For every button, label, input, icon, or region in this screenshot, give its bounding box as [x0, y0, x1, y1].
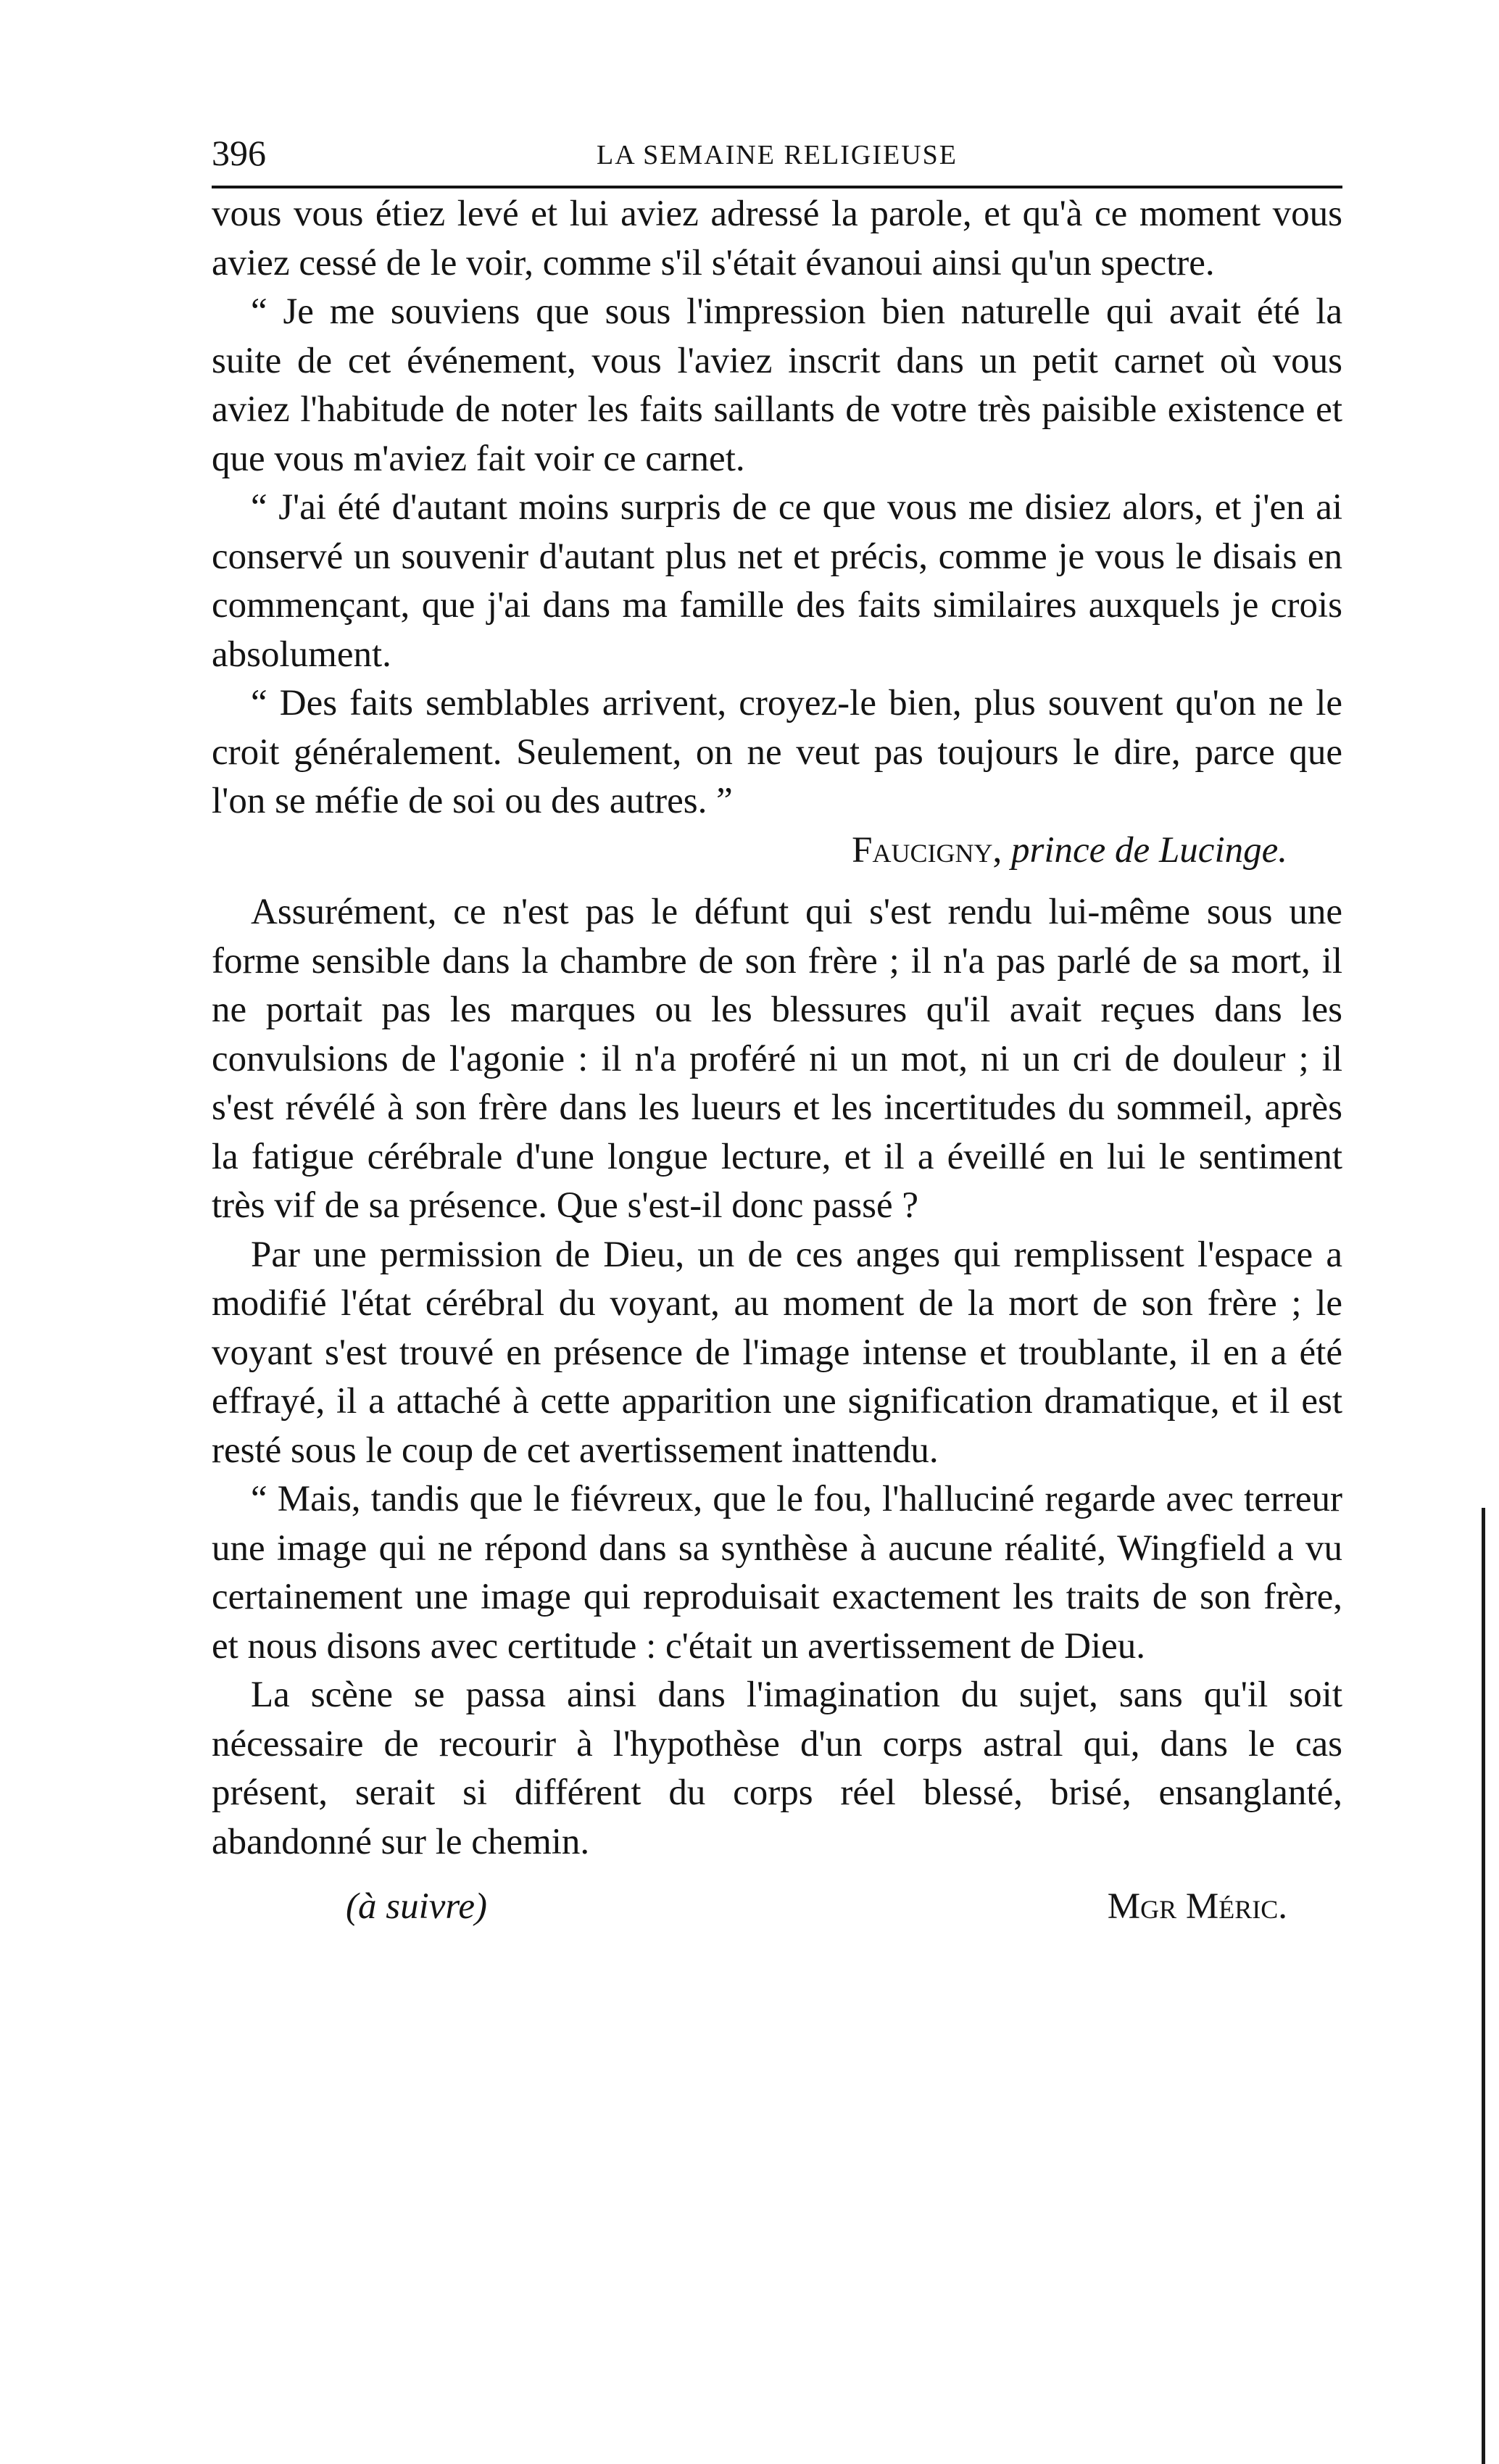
paragraph-souvenir: “ J'ai été d'autant moins surpris de ce que vous me disiez alors, et j'en ai conservé un souvenir d'autant plus net et précis, comme je vous le disais en commençant, que j'ai dans ma famille des faits similaires auxquels je crois absolument. [212, 487, 1342, 675]
page-content [212, 130, 1342, 1934]
paragraph-assurement: Assurément, ce n'est pas le défunt qui s'est rendu lui-même sous une forme sensible dans la chambre de son frère ; il n'a pas parlé de sa mort, il ne portait pas les marques ou les blessures qu'il avait reçues dans les convulsions de l'agonie : il n'a proféré ni un mot, ni un cri de douleur ; il s'est révélé à son frère dans les lueurs et les incertitudes du sommeil, après la fatigue cérébrale d'une longue lecture, et il a éveillé en lui le sentiment très vif de sa présence. Que s'est-il donc passé ? [212, 892, 1342, 1226]
to-be-continued: (à suivre) [346, 1886, 487, 1927]
paragraph-wingfield: “ Mais, tandis que le fiévreux, que le fou, l'halluciné regarde avec terreur une image qui ne répond dans sa synthèse à aucune réalité, Wingfield a vu certainement une image qui reproduisait exactement les traits de son frère, et nous disons avec certitude : c'était un avertissement de Dieu. [212, 1479, 1342, 1667]
signature-title: prince de Lucinge. [1011, 829, 1287, 871]
signature-name: Faucigny, [852, 829, 1002, 871]
article-footer [212, 1880, 1342, 1934]
author-signature: Mgr Méric. [1107, 1886, 1287, 1927]
page-number: 396 [212, 133, 266, 173]
paragraph-continuation: vous vous étiez levé et lui aviez adressé la parole, et qu'à ce moment vous aviez cessé de le voir, comme s'il s'était évanoui ainsi qu'un spectre. [212, 194, 1342, 283]
letter-signature [212, 826, 1342, 876]
paragraph-faits: “ Des faits semblables arrivent, croyez-le bien, plus souvent qu'on ne le croit généralement. Seulement, on ne veut pas toujours le dire, parce que l'on se méfie de soi ou des autres. ” [212, 683, 1342, 821]
page-header [212, 130, 1342, 175]
paragraph-carnet: “ Je me souviens que sous l'impression bien naturelle qui avait été la suite de cet événement, vous l'aviez inscrit dans un petit carnet où vous aviez l'habitude de noter les faits saillants de votre très paisible existence et que vous m'aviez fait voir ce carnet. [212, 291, 1342, 479]
paragraph-permission: Par une permission de Dieu, un de ces anges qui remplissent l'espace a modifié l'état cérébral du voyant, au moment de la mort de son frère ; le voyant s'est trouvé en présence de l'image intense et troublante, il en a été effrayé, il a attaché à cette apparition une signification dramatique, et il est resté sous le coup de cet avertissement inattendu. [212, 1234, 1342, 1471]
paragraph-scene: La scène se passa ainsi dans l'imagination du sujet, sans qu'il soit nécessaire de recourir à l'hypothèse d'un corps astral qui, dans le cas présent, serait si différent du corps réel blessé, brisé, ensanglanté, abandonné sur le chemin. [212, 1675, 1342, 1862]
header-rule [212, 186, 1342, 188]
letter-quote [212, 190, 1342, 826]
running-head: LA SEMAINE RELIGIEUSE [597, 140, 958, 170]
article-body [212, 888, 1342, 1867]
scan-edge-line [1482, 1508, 1485, 2464]
